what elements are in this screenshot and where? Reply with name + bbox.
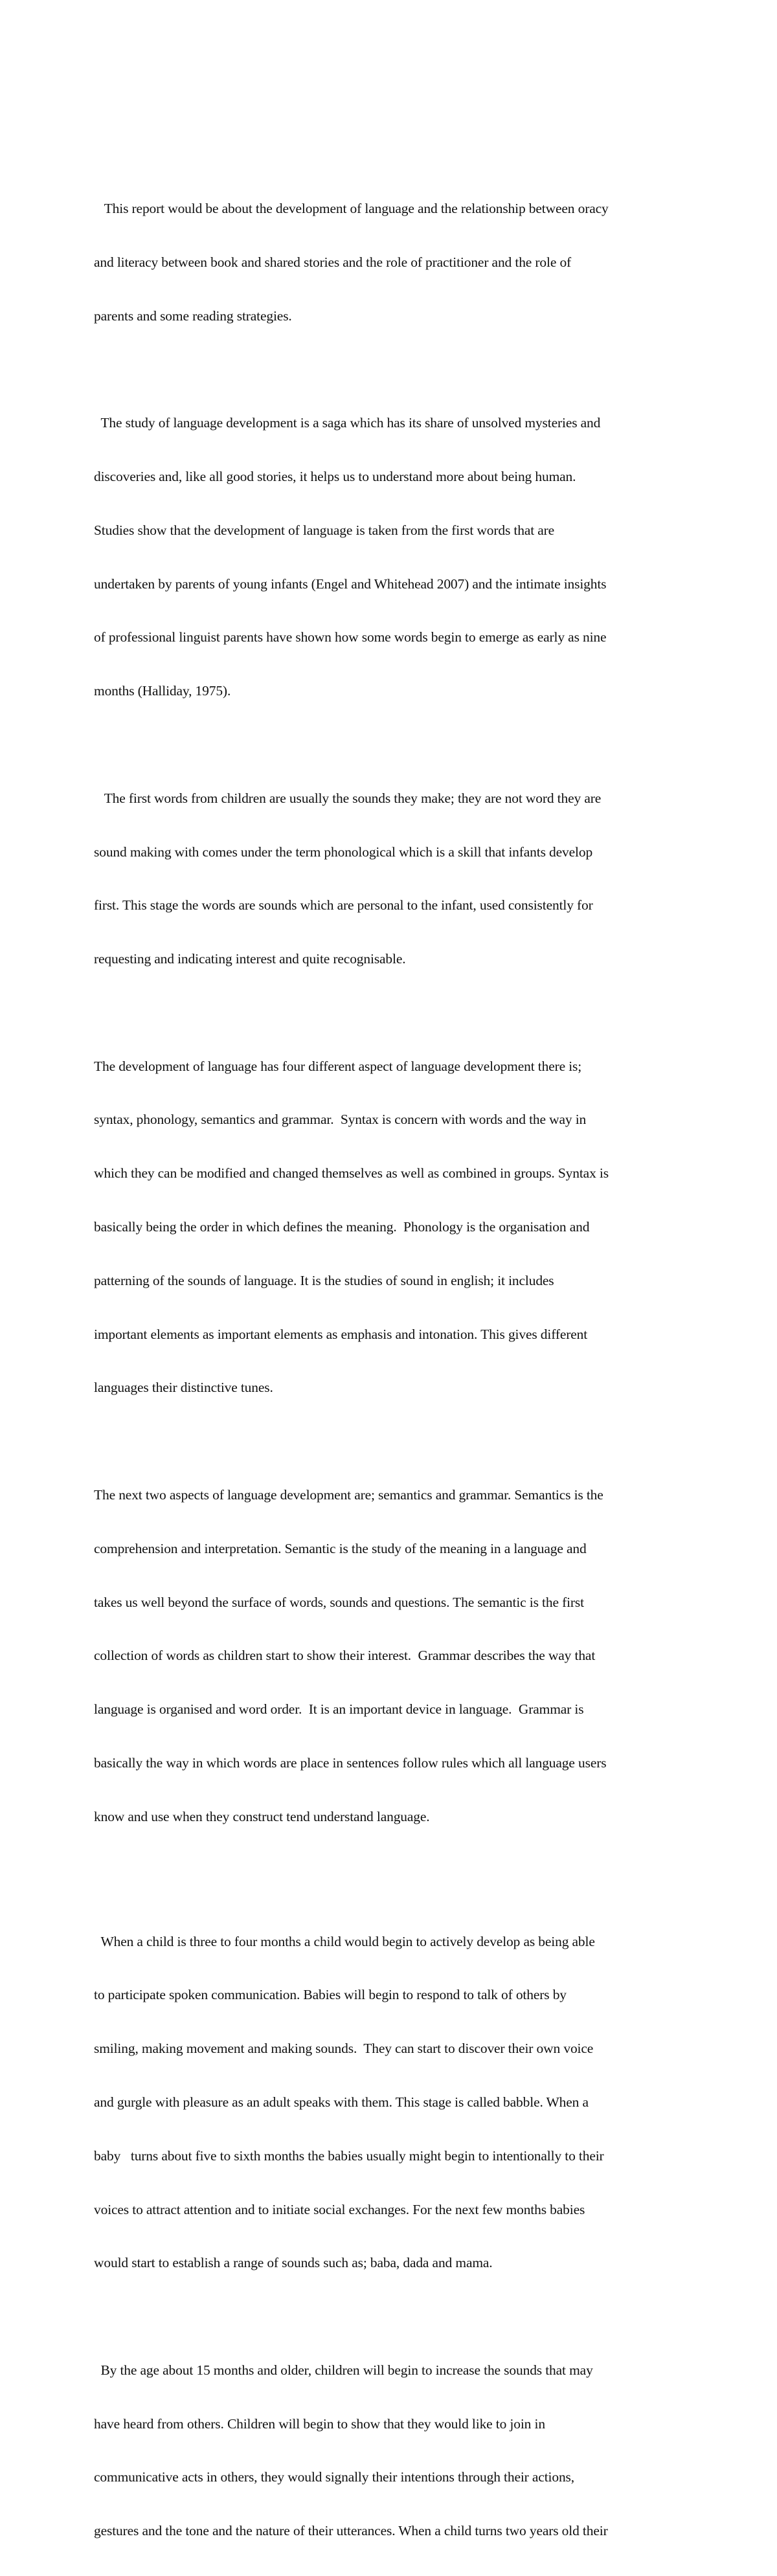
- paragraph-gap: [94, 361, 696, 379]
- paragraph-three-four-months: [94, 1897, 696, 2308]
- text-line: which they can be modified and changed themselves as well as combined in groups. Syntax is: [94, 1165, 609, 1182]
- text-line: This report would be about the development of language and the relationship between oracy: [94, 201, 609, 217]
- text-line: The first words from children are usually the sounds they make; they are not word they are: [94, 790, 602, 806]
- text-line: voices to attract attention and to initiate social exchanges. For the next few months babies: [94, 2201, 585, 2217]
- text-line: discoveries and, like all good stories, it helps us to understand more about being human.: [94, 469, 576, 485]
- paragraph-semantics-grammar: [94, 1451, 696, 1862]
- text-line: important elements as important elements as emphasis and intonation. This gives different: [94, 1326, 588, 1342]
- text-line: Studies show that the development of language is taken from the first words that are: [94, 522, 555, 538]
- paragraph-four-aspects: [94, 1022, 696, 1433]
- paragraph-intro: [94, 164, 696, 361]
- text-line: smiling, making movement and making sounds. They can start to discover their own voice: [94, 2041, 594, 2057]
- paragraph-gap: [94, 2308, 696, 2326]
- text-line: patterning of the sounds of language. It is the studies of sound in english; it includes: [94, 1272, 554, 1288]
- text-line: communicative acts in others, they would signally their intentions through their actions,: [94, 2469, 574, 2485]
- text-line: baby turns about five to sixth months the babies usually might begin to intentionally to their: [94, 2147, 604, 2164]
- text-line: first. This stage the words are sounds which are personal to the infant, used consistently for: [94, 897, 593, 913]
- text-line: would start to establish a range of sounds such as; baba, dada and mama.: [94, 2255, 493, 2271]
- text-line: parents and some reading strategies.: [94, 308, 292, 324]
- paragraph-fifteen-months: [94, 2326, 696, 2576]
- text-line: of professional linguist parents have shown how some words begin to emerge as early as nine: [94, 629, 607, 645]
- document-body: [94, 164, 696, 2576]
- text-line: and gurgle with pleasure as an adult speaks with them. This stage is called babble. When a: [94, 2094, 589, 2110]
- text-line: to participate spoken communication. Babies will begin to respond to talk of others by: [94, 1987, 567, 2003]
- text-line: comprehension and interpretation. Semantic is the study of the meaning in a language and: [94, 1540, 587, 1556]
- text-line: gestures and the tone and the nature of their utterances. When a child turns two years old their: [94, 2523, 608, 2539]
- paragraph-gap: [94, 1433, 696, 1451]
- text-line: languages their distinctive tunes.: [94, 1380, 273, 1396]
- paragraph-study: [94, 379, 696, 736]
- text-line: know and use when they construct tend understand language.: [94, 1808, 430, 1824]
- text-line: requesting and indicating interest and quite recognisable.: [94, 951, 406, 967]
- text-line: The study of language development is a saga which has its share of unsolved mysteries and: [94, 415, 601, 431]
- paragraph-gap: [94, 1861, 696, 1897]
- text-line: By the age about 15 months and older, children will begin to increase the sounds that may: [94, 2362, 593, 2378]
- text-line: basically being the order in which defines the meaning. Phonology is the organisation and: [94, 1219, 590, 1235]
- text-line: and literacy between book and shared stories and the role of practitioner and the role of: [94, 254, 572, 270]
- text-line: sound making with comes under the term phonological which is a skill that infants develop: [94, 844, 593, 860]
- text-line: language is organised and word order. It is an important device in language. Grammar is: [94, 1701, 584, 1718]
- paragraph-gap: [94, 1004, 696, 1022]
- text-line: takes us well beyond the surface of words, sounds and questions. The semantic is the first: [94, 1594, 584, 1610]
- text-line: syntax, phonology, semantics and grammar. Syntax is concern with words and the way in: [94, 1112, 587, 1128]
- text-line: have heard from others. Children will begin to show that they would like to join in: [94, 2415, 545, 2432]
- text-line: months (Halliday, 1975).: [94, 683, 231, 699]
- paragraph-first-words: [94, 754, 696, 1004]
- text-line: When a child is three to four months a child would begin to actively develop as being able: [94, 1933, 595, 1949]
- text-line: The next two aspects of language development are; semantics and grammar. Semantics is the: [94, 1486, 603, 1503]
- text-line: basically the way in which words are place in sentences follow rules which all language users: [94, 1754, 607, 1771]
- text-line: undertaken by parents of young infants (Engel and Whitehead 2007) and the intimate insights: [94, 576, 607, 592]
- text-line: collection of words as children start to show their interest. Grammar describes the way that: [94, 1648, 596, 1664]
- paragraph-gap: [94, 736, 696, 754]
- text-line: The development of language has four different aspect of language development there is;: [94, 1058, 582, 1074]
